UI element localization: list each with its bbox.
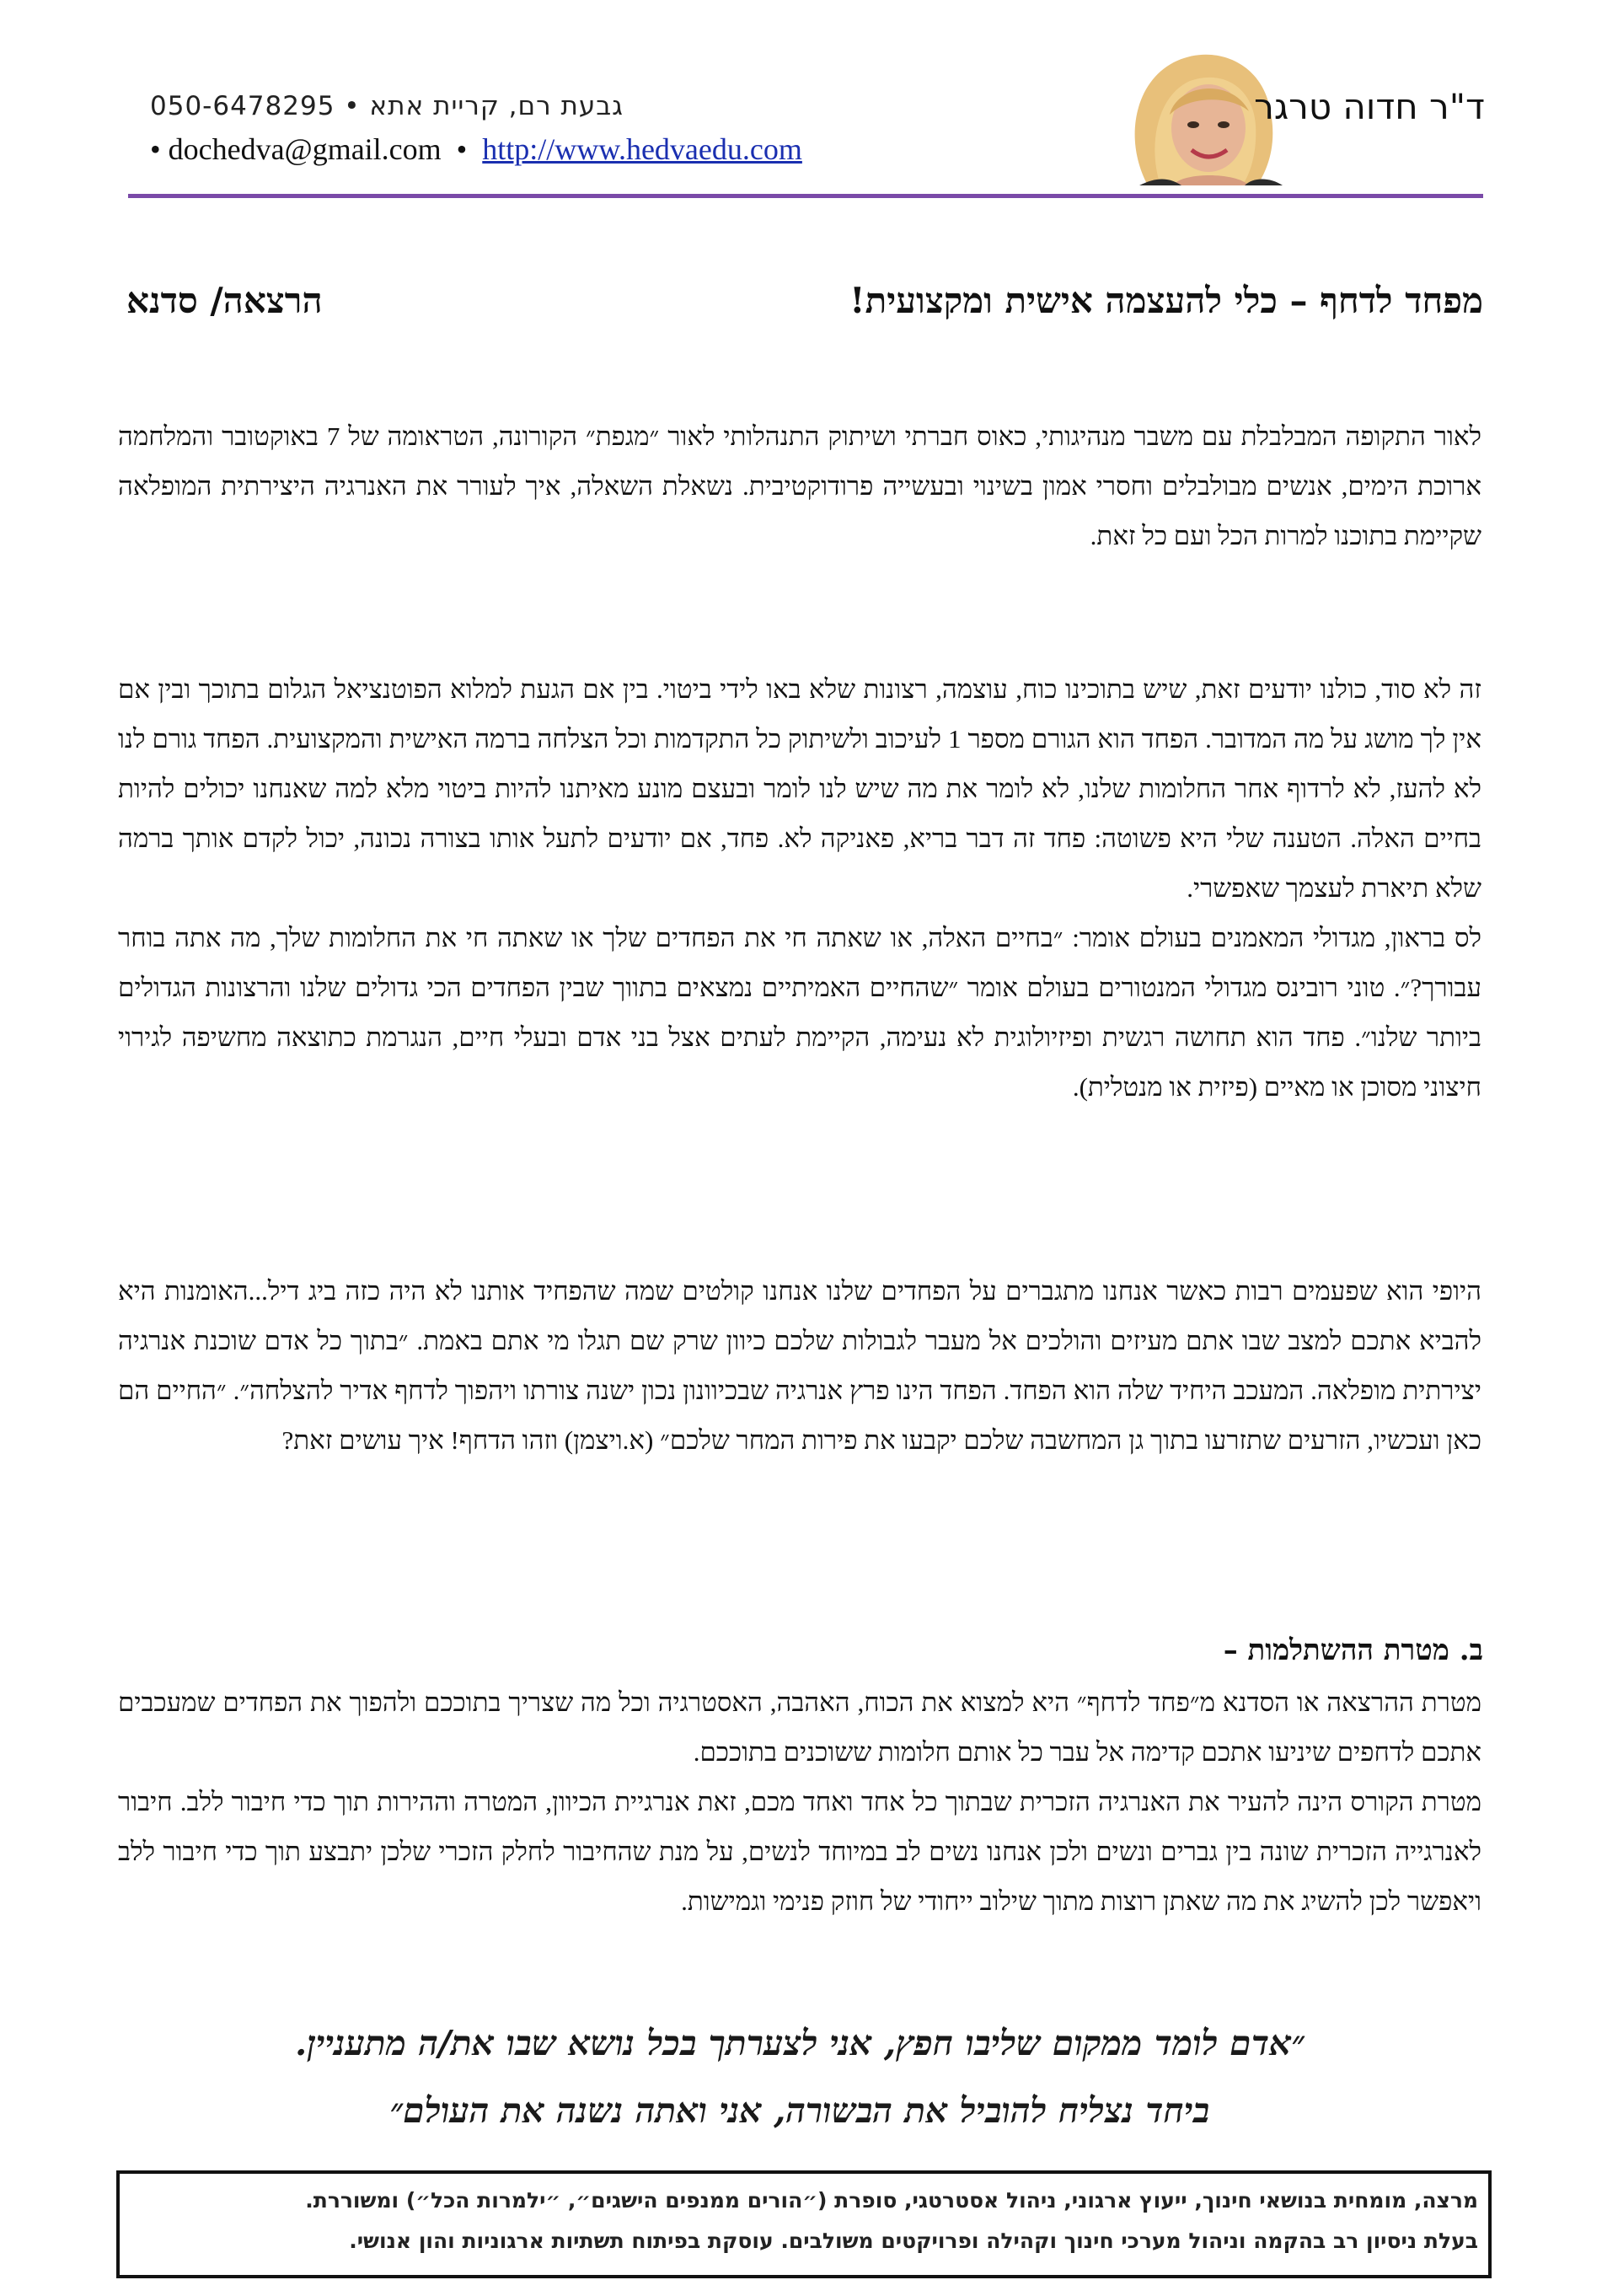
paragraph-fear: זה לא סוד, כולנו יודעים זאת, שיש בתוכינו כוח, עוצמה, רצונות שלא באו לידי ביטוי. בין אם הגעת למלוא הפוטנציאל הגלום בתוכך ובין אם אין לך מושג על מה המדובר. הפחד הוא הגורם מספר 1 לעיכוב ולשיתוק כל התקדמות וכל הצלחה ברמה האישית והמקצועית. הפחד גורם לנו לא להעז, לא לרדוף אחר החלומות שלנו, לא לומר את מה שיש לנו לומר ובעצם מונע מאיתנו להיות ביטוי מלא למה שאנחנו יכולים להיות בחיים האלה. הטענה שלי היא פשוטה: פחד זה דבר בריא, פאניקה לא. פחד, אם יודעים לתעל אותו בצורה נכונה, יכול לקדם אותך ברמה שלא תיארת לעצמך שאפשרי.: [118, 674, 1481, 903]
footer-line-1: מרצה, מומחית בנושאי חינוך, ייעוץ ארגוני, ניהול אסטרטגי, סופרת (״הורים ממנפים הישגים״, ״ילמרות הכל״) ומשוררת.: [305, 2188, 1478, 2213]
closing-quote-line1: ״אדם לומד ממקום שליבו חפץ, אני לצערתך בכל נושא שבו את/ה מתעניין.: [295, 2023, 1305, 2063]
website-link[interactable]: http://www.hedvaedu.com: [482, 132, 802, 166]
footer-line-2: בעלת ניסיון רב בהקמה וניהול מערכי חינוך וקהילה ופרויקטים משולבים. עוסקת בפיתוח תשתיות ארגוניות והון אנושי.: [349, 2229, 1478, 2253]
contact-phone-address: 050-6478295 • גבעת רם, קריית אתא: [150, 91, 624, 121]
intro-section: [118, 411, 1481, 561]
closing-quote-line2: ביחד נצליח להוביל את הבשורה, אני ואתה נשנה את העולם״: [389, 2090, 1210, 2131]
footer-bio-box: [116, 2170, 1492, 2278]
author-name: ד"ר חדוה טרגר: [1254, 86, 1485, 127]
goal-section: [118, 1677, 1481, 1926]
email-text: dochedva@gmail.com: [168, 132, 442, 166]
separator: •: [456, 132, 468, 166]
paragraph-quotes: לס בראון, מגדולי המאמנים בעולם אומר: ״בחיים האלה, או שאתה חי את הפחדים שלך או שאתה חי את החלומות שלך, מה אתה בוחר עבורך?״. טוני רובינס מגדולי המנטורים בעולם אומר ״שהחיים האמיתיים נמצאים בתווך שבין הפחדים הכי גדולים שלנו והרצונות הגדולים ביותר שלנו״. פחד הוא תחושה רגשית ופיזיולוגית לא נעימה, הקיימת לעתים אצל בני אדם ובעלי חיים, הנגרמת כתוצאה מחשיפה לגירוי חיצוני מסוכן או מאיים (פיזית או מנטלית).: [118, 923, 1481, 1102]
beauty-section: [118, 1266, 1481, 1465]
contact-block: [150, 91, 925, 167]
bullet: •: [150, 132, 161, 166]
paragraph-goal: מטרת ההרצאה או הסדנא מ״פחד לדחף״ היא למצוא את הכוח, האהבה, האסטרגיה וכל מה שצריך בתוככם ולהפוך את הפחדים שמעכבים אתכם לדחפים שיניעו אתכם קדימה אל עבר כל אותם חלומות ששוכנים בתוככם.: [118, 1687, 1481, 1767]
footer-bio: [130, 2181, 1478, 2261]
fear-section: [118, 664, 1481, 1112]
paragraph-beauty: היופי הוא שפעמים רבות כאשר אנחנו מתגברים על הפחדים שלנו אנחנו קולטים שמה שהפחיד אותנו לא היה כזה ביג דיל...האומנות היא להביא אתכם למצב שבו אתם מעיזים והולכים אל מעבר לגבולות שלכם כיוון שרק שם תגלו מי אתם באמת. ״בתוך כל אדם שוכנת אנרגיה יצירתית מופלאה. המעכב היחיד שלה הוא הפחד. הפחד הינו פרץ אנרגיה שבכיוונון נכון ישנה צורתו ויהפוך לדחף אדיר להצלחה״. ״החיים הם כאן ועכשיו, הזרעים שתזרעו בתוך גן המחשבה שלכם יקבעו את פירות המחר שלכם״ (א.ויצמן) וזהו הדחף! איך עושים זאת?: [118, 1276, 1481, 1455]
lecture-type-label: הרצאה/ סדנא: [126, 280, 323, 321]
page-title: מפחד לדחף – כלי להעצמה אישית ומקצועית!: [849, 280, 1483, 321]
paragraph-intro: לאור התקופה המבלבלת עם משבר מנהיגותי, כאוס חברתי ושיתוק התנהלותי לאור ״מגפת״ הקורונה, הטראומה של 7 באוקטובר והמלחמה ארוכת הימים, אנשים מבולבלים וחסרי אמון בשינוי ובעשייה פרודוקטיבית. נשאלת השאלה, איך לעורר את האנרגיה היצירתית המופלאה שקיימת בתוכנו למרות הכל ועם כל זאת.: [118, 421, 1481, 550]
section-heading-goal: ב. מטרת ההשתלמות –: [1223, 1633, 1483, 1667]
paragraph-course-goal: מטרת הקורס הינה להעיר את האנרגיה הזכרית שבתוך כל אחד ואחד מכם, זאת אנרגיית הכיוון, המטרה וההירות תוך כדי חיבור ללב. חיבור לאנרגייה הזכרית שונה בין גברים ונשים ולכן אנחנו נשים לב במיוחד לנשים, על מנת שהחיבור לחלק הזכרי שלכן יתבצע תוך כדי חיבור ללב ויאפשר לכן להשיג את מה שאתן רוצות מתוך שילוב ייחודי של חוזק פנימי וגמישות.: [118, 1787, 1481, 1916]
header-divider: [128, 194, 1483, 198]
contact-email-website: [150, 131, 925, 167]
